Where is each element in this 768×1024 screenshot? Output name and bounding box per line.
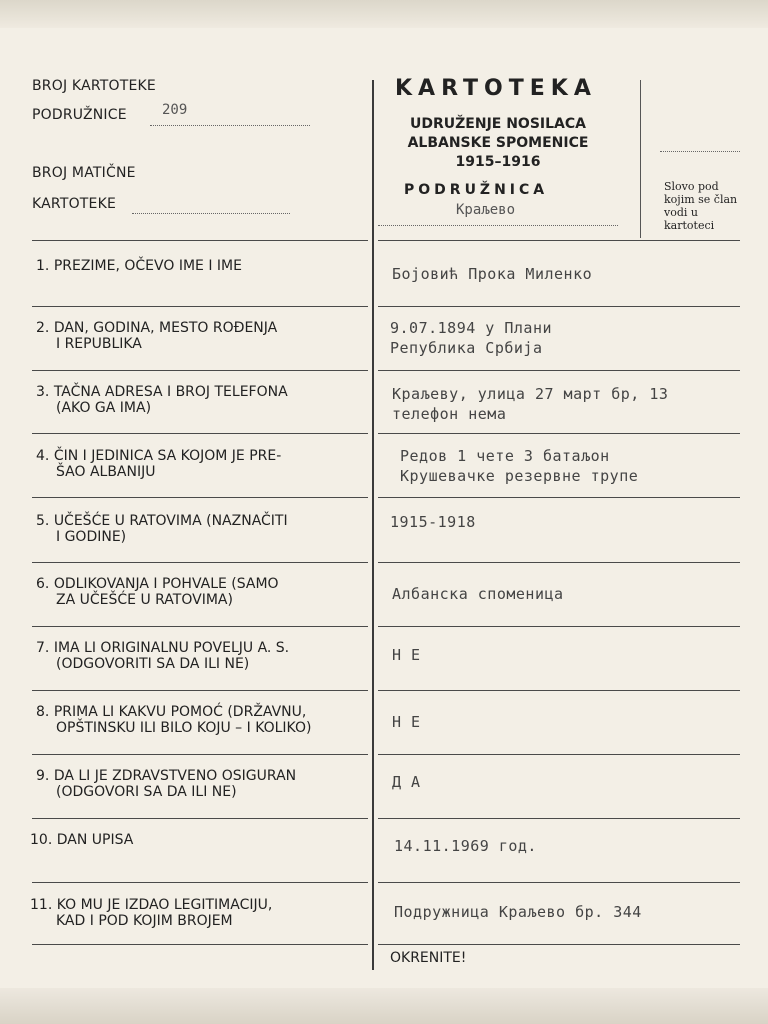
broj-maticne-label: BROJ MATIČNE	[32, 165, 136, 181]
row-rule-right	[378, 754, 740, 755]
question-6: 6. ODLIKOVANJA I POHVALE (SAMO ZA UČEŠĆE U RATOVIMA)	[36, 576, 279, 608]
answer-10: 14.11.1969 год.	[394, 837, 537, 855]
row-rule-right	[378, 562, 740, 563]
subtitle-years: 1915–1916	[455, 154, 541, 170]
row-rule-left	[32, 370, 368, 371]
question-9: 9. DA LI JE ZDRAVSTVENO OSIGURAN (ODGOVORI SA DA ILI NE)	[36, 768, 297, 800]
answer-8: Н Е	[392, 713, 421, 731]
podruznice-value: 209	[162, 102, 188, 118]
answer-5: 1915-1918	[390, 513, 476, 531]
row-rule-right	[378, 433, 740, 434]
header-rule-right	[378, 240, 740, 241]
row-rule-left	[32, 306, 368, 307]
card-bottom-edge	[0, 988, 768, 1024]
broj-kartoteke-label: BROJ KARTOTEKE	[32, 78, 156, 94]
row-rule-left	[32, 754, 368, 755]
podruznica-value: Краљево	[456, 202, 516, 218]
kartoteke-label: KARTOTEKE	[32, 196, 117, 212]
row-rule-left	[32, 497, 368, 498]
row-rule-right	[378, 370, 740, 371]
question-7: 7. IMA LI ORIGINALNU POVELJU A. S. (ODGOVORITI SA DA ILI NE)	[36, 640, 290, 672]
podruznica-label: PODRUŽNICA	[404, 182, 549, 198]
podruznice-line	[150, 124, 310, 126]
header-right-divider	[640, 80, 641, 238]
subtitle-line-1: UDRUŽENJE NOSILACA	[410, 116, 586, 132]
answer-7: Н Е	[392, 646, 421, 664]
row-rule-right	[378, 497, 740, 498]
answer-3: Краљеву, улица 27 март бр, 13 телефон нема	[392, 385, 669, 423]
answer-1: Бојовић Прока Миленко	[392, 265, 593, 283]
question-8: 8. PRIMA LI KAKVU POMOĆ (DRŽAVNU, OPŠTINSKU ILI BILO KOJU – I KOLIKO)	[36, 704, 312, 736]
question-3: 3. TAČNA ADRESA I BROJ TELEFONA (AKO GA IMA)	[36, 384, 288, 416]
header-rule-left	[32, 240, 368, 241]
answer-4: Редов 1 чете 3 батаљон Крушевачке резервне трупе	[400, 447, 639, 485]
answer-11: Подружница Краљево бр. 344	[394, 903, 642, 921]
slovo-note: Slovo pod kojim se član vodi u kartoteci	[664, 180, 738, 232]
row-rule-right	[378, 944, 740, 945]
row-rule-right	[378, 882, 740, 883]
slovo-line	[660, 150, 740, 152]
podruznica-line	[378, 224, 618, 226]
answer-6: Албанска споменица	[392, 585, 564, 603]
subtitle-line-2: ALBANSKE SPOMENICE	[407, 135, 589, 151]
answer-9: Д А	[392, 773, 421, 791]
row-rule-right	[378, 818, 740, 819]
podruznice-label: PODRUŽNICE	[32, 107, 127, 123]
okrenite-note: OKRENITE!	[390, 950, 467, 966]
question-11: 11. KO MU JE IZDAO LEGITIMACIJU, KAD I POD KOJIM BROJEM	[30, 897, 273, 929]
row-rule-left	[32, 818, 368, 819]
row-rule-left	[32, 944, 368, 945]
question-1: 1. PREZIME, OČEVO IME I IME	[36, 258, 242, 274]
row-rule-left	[32, 562, 368, 563]
question-2: 2. DAN, GODINA, MESTO ROĐENJA I REPUBLIKA	[36, 320, 278, 352]
card-title: KARTOTEKA	[395, 76, 597, 101]
row-rule-right	[378, 626, 740, 627]
card-top-edge	[0, 0, 768, 28]
question-10: 10. DAN UPISA	[30, 832, 134, 848]
question-5: 5. UČEŠĆE U RATOVIMA (NAZNAČITI I GODINE)	[36, 513, 288, 545]
row-rule-left	[32, 690, 368, 691]
row-rule-left	[32, 882, 368, 883]
row-rule-right	[378, 690, 740, 691]
kartoteke-line	[132, 212, 290, 214]
row-rule-left	[32, 626, 368, 627]
row-rule-right	[378, 306, 740, 307]
question-4: 4. ČIN I JEDINICA SA KOJOM JE PRE- ŠAO ALBANIJU	[36, 448, 282, 480]
row-rule-left	[32, 433, 368, 434]
column-divider	[372, 80, 374, 970]
answer-2: 9.07.1894 у Плани Република Србија	[390, 319, 553, 357]
